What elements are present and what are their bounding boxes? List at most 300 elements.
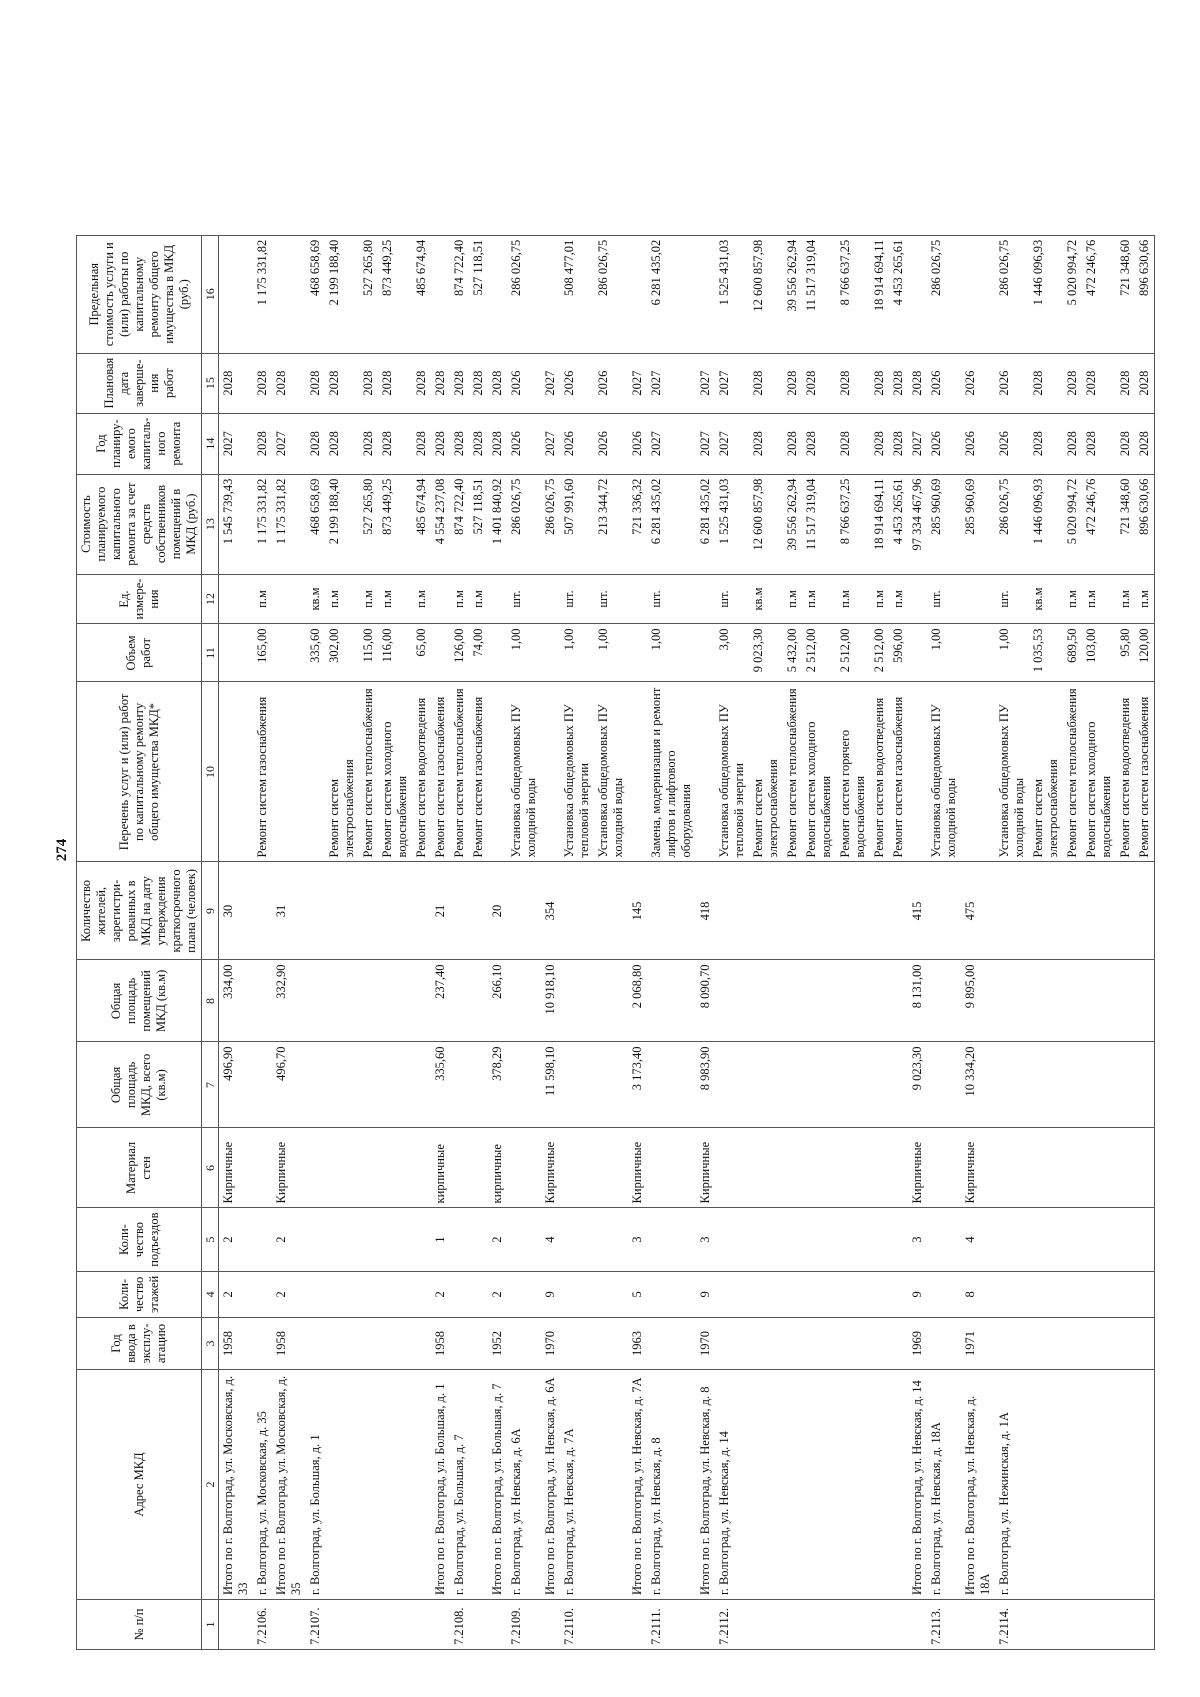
cell-col-7: 378,29: [488, 1042, 507, 1128]
cell-col-13: 527 265,80: [359, 474, 378, 574]
cell-col-12: [541, 574, 560, 624]
cell-col-15: 2028: [272, 353, 306, 413]
cell-col-8: [469, 960, 488, 1042]
cell-col-5: [359, 1208, 378, 1271]
cell-col-9: 418: [696, 862, 715, 960]
cell-col-8: 334,00: [219, 960, 254, 1042]
table-row: [802, 235, 836, 1649]
cell-col-10: Ремонт систем газоснабжения: [1135, 682, 1155, 862]
cell-col-2: [870, 1370, 889, 1600]
cell-col-14: 2028: [306, 413, 325, 474]
cell-col-16: 485 674,94: [412, 235, 431, 353]
cell-col-6: [802, 1128, 836, 1208]
cell-col-8: 237,40: [431, 960, 450, 1042]
cell-col-12: [488, 574, 507, 624]
page-number: 274: [54, 838, 70, 862]
cell-col-12: п.м: [1063, 574, 1082, 624]
cell-col-2: г. Волгоград, ул. Невская, д. 6А: [507, 1370, 541, 1600]
cell-col-3: [749, 1318, 783, 1370]
table-row: [836, 235, 870, 1649]
cell-col-3: [995, 1318, 1029, 1370]
cell-col-2: Итого по г. Волгоград, ул. Невская, д. 14: [908, 1370, 927, 1600]
cell-col-14: 2026: [594, 413, 628, 474]
cell-col-16: 468 658,69: [306, 235, 325, 353]
cell-col-12: [696, 574, 715, 624]
cell-col-2: [1063, 1370, 1082, 1600]
cell-col-11: 126,00: [450, 624, 469, 682]
cell-col-6: [1063, 1128, 1082, 1208]
cell-col-14: 2028: [359, 413, 378, 474]
total-row: [431, 235, 450, 1649]
cell-col-15: 2027: [647, 353, 696, 413]
cell-col-11: 9 023,30: [749, 624, 783, 682]
cell-col-4: [469, 1271, 488, 1317]
cell-col-8: [1063, 960, 1082, 1042]
cell-col-4: [836, 1271, 870, 1317]
cell-col-16: 11 517 319,04: [802, 235, 836, 353]
cell-col-9: [412, 862, 431, 960]
cell-col-13: 721 336,32: [628, 474, 647, 574]
cell-col-10: Ремонт систем холодного водоснабжения: [378, 682, 412, 862]
cell-col-12: [961, 574, 995, 624]
total-row: [219, 235, 254, 1649]
cell-col-14: 2027: [908, 413, 927, 474]
cell-col-7: [995, 1042, 1029, 1128]
cell-col-3: [1135, 1318, 1155, 1370]
capital-repair-table: [76, 235, 1155, 1650]
cell-col-3: 1971: [961, 1318, 995, 1370]
cell-col-2: [1135, 1370, 1155, 1600]
cell-col-6: [647, 1128, 696, 1208]
cell-col-9: [749, 862, 783, 960]
cell-col-13: 896 630,66: [1135, 474, 1155, 574]
cell-col-9: [306, 862, 325, 960]
cell-col-2: [1029, 1370, 1063, 1600]
cell-col-8: [359, 960, 378, 1042]
cell-col-7: [836, 1042, 870, 1128]
cell-col-6: [507, 1128, 541, 1208]
column-header-5: Коли-чество подъездов: [77, 1208, 202, 1271]
table-row: [450, 235, 469, 1649]
cell-col-7: [306, 1042, 325, 1128]
cell-col-15: 2028: [306, 353, 325, 413]
cell-col-3: [378, 1318, 412, 1370]
cell-col-6: [1116, 1128, 1135, 1208]
cell-col-8: [306, 960, 325, 1042]
cell-col-3: [927, 1318, 961, 1370]
cell-col-15: 2026: [961, 353, 995, 413]
cell-col-12: кв.м: [306, 574, 325, 624]
cell-col-11: 596,00: [889, 624, 908, 682]
cell-col-3: [412, 1318, 431, 1370]
cell-col-1: 7.2106.: [253, 1600, 272, 1650]
column-number-row: [202, 235, 219, 1649]
cell-col-4: [306, 1271, 325, 1317]
cell-col-16: 286 026,75: [927, 235, 961, 353]
cell-col-5: [412, 1208, 431, 1271]
cell-col-8: 332,90: [272, 960, 306, 1042]
table-row: [783, 235, 802, 1649]
cell-col-11: 1,00: [560, 624, 594, 682]
cell-col-4: 5: [628, 1271, 647, 1317]
cell-col-10: Замена, модернизация и ремонт лифтов и лифтового оборудования: [647, 682, 696, 862]
cell-col-15: 2028: [1135, 353, 1155, 413]
column-number-8: 8: [202, 960, 219, 1042]
cell-col-4: [1082, 1271, 1116, 1317]
cell-col-16: 721 348,60: [1116, 235, 1135, 353]
header-row: [77, 235, 202, 1649]
cell-col-5: [749, 1208, 783, 1271]
cell-col-9: [870, 862, 889, 960]
cell-col-1: 7.2113.: [927, 1600, 961, 1650]
cell-col-16: 873 449,25: [378, 235, 412, 353]
cell-col-5: [1082, 1208, 1116, 1271]
cell-col-10: [908, 682, 927, 862]
cell-col-7: 496,90: [219, 1042, 254, 1128]
cell-col-6: Кирпичные: [628, 1128, 647, 1208]
cell-col-2: [594, 1370, 628, 1600]
cell-col-9: 354: [541, 862, 560, 960]
cell-col-11: 302,00: [325, 624, 359, 682]
cell-col-6: [1082, 1128, 1116, 1208]
cell-col-12: [908, 574, 927, 624]
cell-col-10: Установка общедомовых ПУ холодной воды: [995, 682, 1029, 862]
cell-col-6: [836, 1128, 870, 1208]
cell-col-10: Ремонт систем водоотведения: [1116, 682, 1135, 862]
table-row: [507, 235, 541, 1649]
cell-col-13: 286 026,75: [995, 474, 1029, 574]
cell-col-3: [450, 1318, 469, 1370]
cell-col-5: [1029, 1208, 1063, 1271]
cell-col-5: [325, 1208, 359, 1271]
cell-col-7: [469, 1042, 488, 1128]
cell-col-5: [469, 1208, 488, 1271]
cell-col-4: [783, 1271, 802, 1317]
cell-col-13: 527 118,51: [469, 474, 488, 574]
cell-col-12: шт.: [647, 574, 696, 624]
cell-col-5: [927, 1208, 961, 1271]
cell-col-11: 2 512,00: [802, 624, 836, 682]
cell-col-11: 103,00: [1082, 624, 1116, 682]
cell-col-11: 1,00: [647, 624, 696, 682]
cell-col-1: [889, 1600, 908, 1650]
cell-col-3: [594, 1318, 628, 1370]
cell-col-15: 2028: [378, 353, 412, 413]
cell-col-10: [306, 682, 325, 862]
cell-col-2: [1082, 1370, 1116, 1600]
cell-col-4: 2: [272, 1271, 306, 1317]
cell-col-2: Итого по г. Волгоград, ул. Невская, д. 8: [696, 1370, 715, 1600]
cell-col-16: 874 722,40: [450, 235, 469, 353]
cell-col-14: 2027: [541, 413, 560, 474]
cell-col-11: 1,00: [594, 624, 628, 682]
cell-col-10: Установка общедомовых ПУ холодной воды: [927, 682, 961, 862]
cell-col-3: [1082, 1318, 1116, 1370]
cell-col-6: [469, 1128, 488, 1208]
cell-col-15: 2026: [507, 353, 541, 413]
cell-col-13: 2 199 188,40: [325, 474, 359, 574]
cell-col-9: [715, 862, 749, 960]
cell-col-7: [1082, 1042, 1116, 1128]
cell-col-14: 2026: [507, 413, 541, 474]
table-row: [870, 235, 889, 1649]
cell-col-1: [272, 1600, 306, 1650]
cell-col-11: 1,00: [995, 624, 1029, 682]
cell-col-14: 2026: [628, 413, 647, 474]
cell-col-5: 4: [541, 1208, 560, 1271]
cell-col-4: [594, 1271, 628, 1317]
cell-col-7: [889, 1042, 908, 1128]
cell-col-8: [412, 960, 431, 1042]
cell-col-3: 1958: [272, 1318, 306, 1370]
cell-col-3: [647, 1318, 696, 1370]
cell-col-12: [219, 574, 254, 624]
cell-col-15: 2028: [488, 353, 507, 413]
cell-col-13: 874 722,40: [450, 474, 469, 574]
cell-col-15: 2028: [359, 353, 378, 413]
table-row: [1063, 235, 1082, 1649]
cell-col-4: 2: [219, 1271, 254, 1317]
cell-col-15: 2028: [450, 353, 469, 413]
cell-col-13: 97 334 467,96: [908, 474, 927, 574]
cell-col-6: [715, 1128, 749, 1208]
cell-col-5: 1: [431, 1208, 450, 1271]
cell-col-4: [507, 1271, 541, 1317]
cell-col-4: 2: [488, 1271, 507, 1317]
cell-col-13: 12 600 857,98: [749, 474, 783, 574]
cell-col-14: 2027: [272, 413, 306, 474]
cell-col-3: [325, 1318, 359, 1370]
cell-col-2: [783, 1370, 802, 1600]
cell-col-5: 3: [628, 1208, 647, 1271]
cell-col-7: [870, 1042, 889, 1128]
cell-col-2: [359, 1370, 378, 1600]
cell-col-16: [696, 235, 715, 353]
cell-col-13: 1 545 739,43: [219, 474, 254, 574]
cell-col-15: 2027: [696, 353, 715, 413]
cell-col-11: 116,00: [378, 624, 412, 682]
cell-col-4: 9: [696, 1271, 715, 1317]
cell-col-1: 7.2107.: [306, 1600, 325, 1650]
cell-col-11: [908, 624, 927, 682]
column-number-14: 14: [202, 413, 219, 474]
cell-col-8: [647, 960, 696, 1042]
cell-col-2: [378, 1370, 412, 1600]
cell-col-15: 2028: [836, 353, 870, 413]
cell-col-4: [889, 1271, 908, 1317]
cell-col-7: [1063, 1042, 1082, 1128]
cell-col-2: [412, 1370, 431, 1600]
cell-col-16: [961, 235, 995, 353]
cell-col-6: [412, 1128, 431, 1208]
cell-col-9: [594, 862, 628, 960]
total-row: [488, 235, 507, 1649]
cell-col-8: 8 090,70: [696, 960, 715, 1042]
column-number-5: 5: [202, 1208, 219, 1271]
cell-col-12: п.м: [359, 574, 378, 624]
cell-col-16: 1 446 096,93: [1029, 235, 1063, 353]
cell-col-16: 39 556 262,94: [783, 235, 802, 353]
cell-col-10: Ремонт систем теплоснабжения: [1063, 682, 1082, 862]
cell-col-1: [469, 1600, 488, 1650]
cell-col-14: 2028: [889, 413, 908, 474]
cell-col-16: [628, 235, 647, 353]
cell-col-16: [219, 235, 254, 353]
cell-col-9: [469, 862, 488, 960]
cell-col-4: [1116, 1271, 1135, 1317]
cell-col-2: г. Волгоград, ул. Невская, д. 7А: [560, 1370, 594, 1600]
cell-col-16: [541, 235, 560, 353]
total-row: [272, 235, 306, 1649]
cell-col-9: [995, 862, 1029, 960]
cell-col-12: шт.: [560, 574, 594, 624]
cell-col-1: [488, 1600, 507, 1650]
cell-col-2: г. Волгоград, ул. Невская, д. 18А: [927, 1370, 961, 1600]
cell-col-15: 2027: [541, 353, 560, 413]
cell-col-2: Итого по г. Волгоград, ул. Невская, д. 18А: [961, 1370, 995, 1600]
cell-col-7: 335,60: [431, 1042, 450, 1128]
cell-col-4: [378, 1271, 412, 1317]
cell-col-13: 1 401 840,92: [488, 474, 507, 574]
cell-col-6: [325, 1128, 359, 1208]
cell-col-1: [628, 1600, 647, 1650]
cell-col-5: [1063, 1208, 1082, 1271]
cell-col-3: [889, 1318, 908, 1370]
cell-col-8: [836, 960, 870, 1042]
cell-col-14: 2028: [749, 413, 783, 474]
cell-col-7: 10 334,20: [961, 1042, 995, 1128]
cell-col-15: 2026: [594, 353, 628, 413]
column-number-1: 1: [202, 1600, 219, 1650]
cell-col-9: [647, 862, 696, 960]
cell-col-6: [253, 1128, 272, 1208]
cell-col-12: п.м: [836, 574, 870, 624]
cell-col-15: 2028: [749, 353, 783, 413]
cell-col-2: г. Волгоград, ул. Московская, д. 35: [253, 1370, 272, 1600]
cell-col-13: 1 446 096,93: [1029, 474, 1063, 574]
cell-col-12: шт.: [995, 574, 1029, 624]
cell-col-13: 285 960,69: [961, 474, 995, 574]
cell-col-14: 2026: [927, 413, 961, 474]
cell-col-1: 7.2111.: [647, 1600, 696, 1650]
cell-col-15: 2026: [560, 353, 594, 413]
cell-col-14: 2028: [836, 413, 870, 474]
cell-col-1: [696, 1600, 715, 1650]
cell-col-13: 468 658,69: [306, 474, 325, 574]
cell-col-7: [412, 1042, 431, 1128]
cell-col-7: [749, 1042, 783, 1128]
cell-col-3: [560, 1318, 594, 1370]
cell-col-6: [749, 1128, 783, 1208]
cell-col-7: [802, 1042, 836, 1128]
cell-col-3: [870, 1318, 889, 1370]
cell-col-15: 2028: [889, 353, 908, 413]
cell-col-1: [802, 1600, 836, 1650]
column-header-8: Общая площадь помещений МКД (кв.м): [77, 960, 202, 1042]
cell-col-6: [927, 1128, 961, 1208]
cell-col-11: 3,00: [715, 624, 749, 682]
cell-col-6: кирпичные: [488, 1128, 507, 1208]
cell-col-6: [889, 1128, 908, 1208]
cell-col-13: 5 020 994,72: [1063, 474, 1082, 574]
cell-col-7: [715, 1042, 749, 1128]
cell-col-11: 165,00: [253, 624, 272, 682]
table-row: [469, 235, 488, 1649]
cell-col-11: 74,00: [469, 624, 488, 682]
cell-col-12: шт.: [927, 574, 961, 624]
cell-col-12: п.м: [1116, 574, 1135, 624]
cell-col-13: 485 674,94: [412, 474, 431, 574]
cell-col-5: 4: [961, 1208, 995, 1271]
cell-col-2: [802, 1370, 836, 1600]
cell-col-1: [870, 1600, 889, 1650]
table-row: [927, 235, 961, 1649]
cell-col-15: 2028: [431, 353, 450, 413]
cell-col-16: 286 026,75: [995, 235, 1029, 353]
table-row: [359, 235, 378, 1649]
cell-col-3: [359, 1318, 378, 1370]
cell-col-13: 11 517 319,04: [802, 474, 836, 574]
cell-col-1: [1063, 1600, 1082, 1650]
cell-col-10: Ремонт систем теплоснабжения: [450, 682, 469, 862]
cell-col-6: Кирпичные: [961, 1128, 995, 1208]
cell-col-5: [783, 1208, 802, 1271]
cell-col-3: 1963: [628, 1318, 647, 1370]
cell-col-8: [325, 960, 359, 1042]
cell-col-10: [488, 682, 507, 862]
cell-col-6: [1029, 1128, 1063, 1208]
cell-col-8: [870, 960, 889, 1042]
column-header-2: Адрес МКД: [77, 1370, 202, 1600]
table-row: [253, 235, 272, 1649]
cell-col-9: [802, 862, 836, 960]
cell-col-3: [783, 1318, 802, 1370]
cell-col-10: Ремонт систем холодного водоснабжения: [802, 682, 836, 862]
cell-col-12: п.м: [802, 574, 836, 624]
cell-col-1: [1029, 1600, 1063, 1650]
cell-col-1: [783, 1600, 802, 1650]
cell-col-12: п.м: [450, 574, 469, 624]
cell-col-12: п.м: [783, 574, 802, 624]
cell-col-5: [802, 1208, 836, 1271]
cell-col-15: 2028: [1029, 353, 1063, 413]
cell-col-11: 1 035,53: [1029, 624, 1063, 682]
cell-col-12: п.м: [469, 574, 488, 624]
cell-col-16: 2 199 188,40: [325, 235, 359, 353]
cell-col-2: Итого по г. Волгоград, ул. Московская, д. 33: [219, 1370, 254, 1600]
cell-col-16: 1 175 331,82: [253, 235, 272, 353]
cell-col-7: 3 173,40: [628, 1042, 647, 1128]
cell-col-3: 1958: [431, 1318, 450, 1370]
column-number-4: 4: [202, 1271, 219, 1317]
cell-col-6: [306, 1128, 325, 1208]
cell-col-12: кв.м: [749, 574, 783, 624]
cell-col-5: [995, 1208, 1029, 1271]
cell-col-16: [272, 235, 306, 353]
cell-col-4: 9: [908, 1271, 927, 1317]
cell-col-10: [961, 682, 995, 862]
cell-col-1: [836, 1600, 870, 1650]
table-row: [1082, 235, 1116, 1649]
cell-col-4: [870, 1271, 889, 1317]
cell-col-14: 2027: [696, 413, 715, 474]
cell-col-4: [995, 1271, 1029, 1317]
cell-col-2: Итого по г. Волгоград, ул. Большая, д. 7: [488, 1370, 507, 1600]
cell-col-14: 2028: [1116, 413, 1135, 474]
cell-col-2: г. Волгоград, ул. Большая, д. 1: [306, 1370, 325, 1600]
cell-col-2: [1116, 1370, 1135, 1600]
cell-col-5: [889, 1208, 908, 1271]
